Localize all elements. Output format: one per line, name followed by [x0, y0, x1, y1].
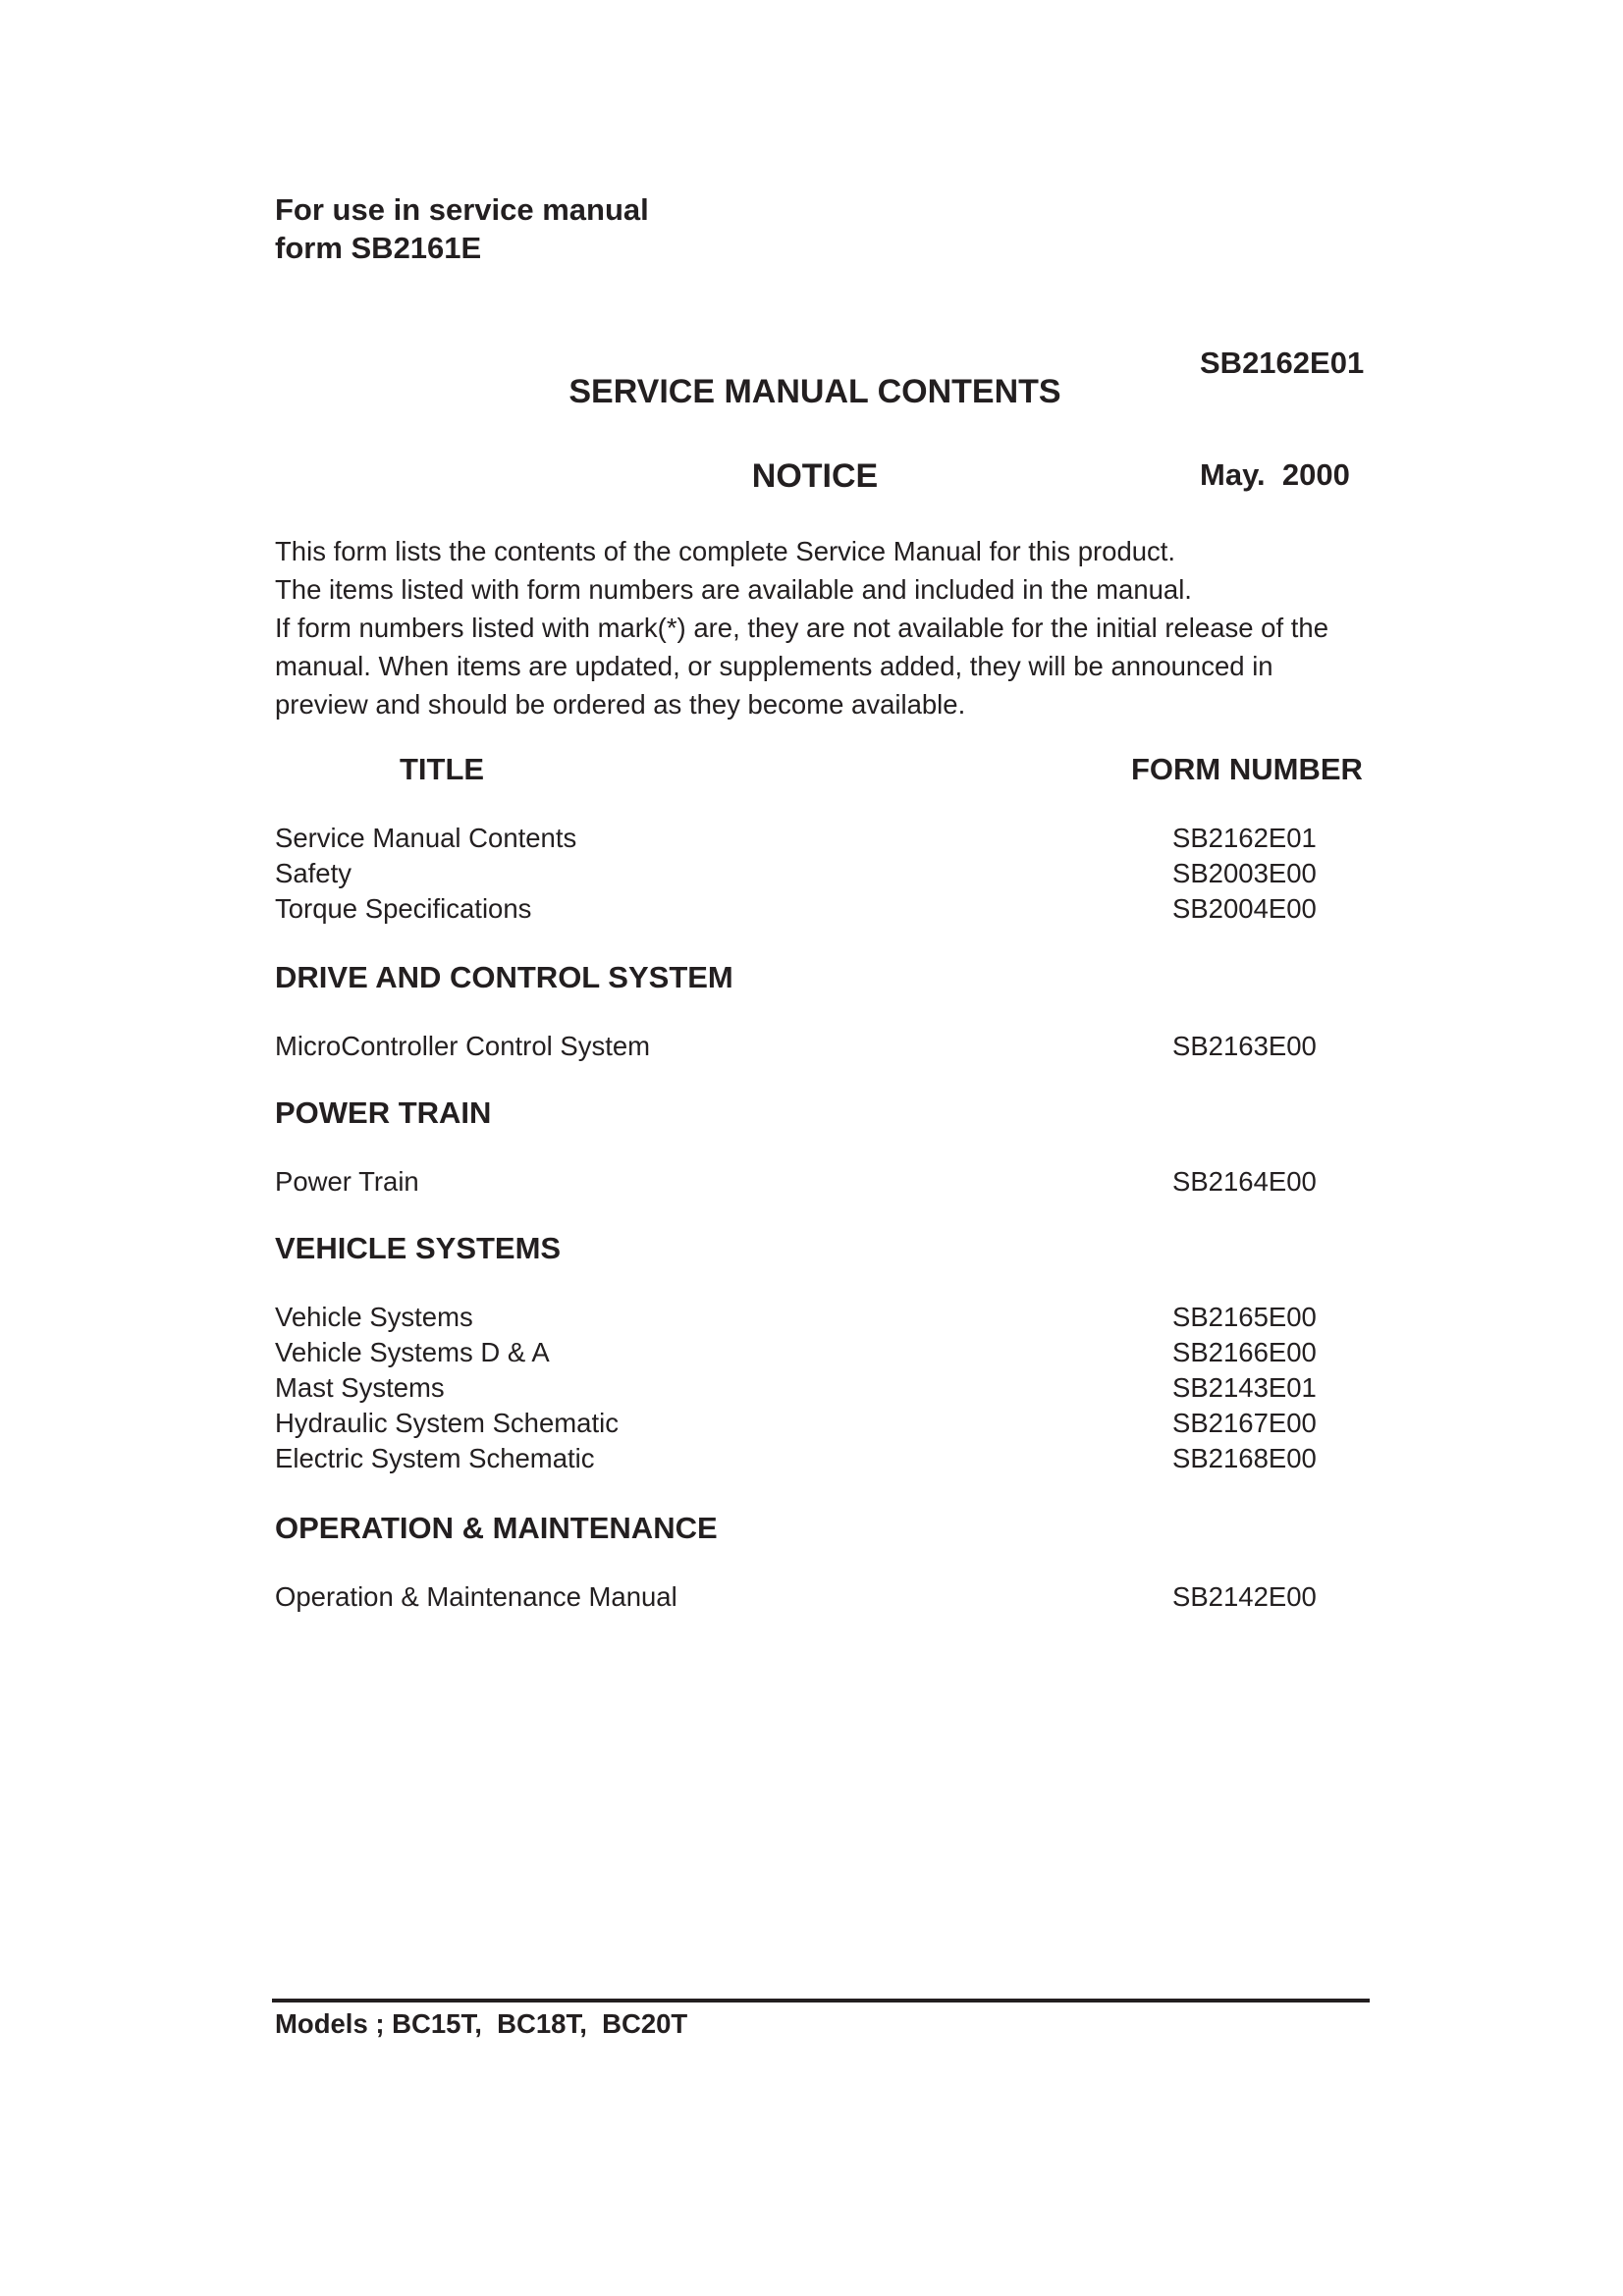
list-item — [275, 1164, 1375, 1200]
list-item — [275, 856, 1375, 891]
entry-title: Torque Specifications — [275, 893, 532, 924]
entry-title: Operation & Maintenance Manual — [275, 1581, 677, 1612]
entry-form-number: SB2164E00 — [1172, 1166, 1317, 1197]
list-item — [275, 891, 1375, 927]
entry-form-number: SB2004E00 — [1172, 893, 1317, 924]
column-header-title: TITLE — [400, 752, 485, 786]
drive-control-entries-list — [275, 1029, 1375, 1064]
entry-title: Vehicle Systems D & A — [275, 1337, 550, 1367]
document-date: May. 2000 — [1200, 457, 1350, 492]
general-entries-list — [275, 821, 1375, 927]
notice-line: preview and should be ordered as they become available. — [275, 689, 966, 720]
notice-line: manual. When items are updated, or supplements added, they will be announced in — [275, 651, 1273, 681]
list-item — [275, 1029, 1375, 1064]
notice-heading: NOTICE — [751, 457, 879, 495]
entry-title: Electric System Schematic — [275, 1443, 595, 1473]
entry-title: MicroController Control System — [275, 1031, 651, 1061]
entry-title: Mast Systems — [275, 1372, 445, 1403]
document-number: SB2162E01 — [1200, 346, 1365, 380]
usage-note — [275, 190, 649, 267]
entry-title: Vehicle Systems — [275, 1302, 473, 1332]
column-header-form-number: FORM NUMBER — [1131, 752, 1363, 786]
notice-line: This form lists the contents of the complete Service Manual for this product. — [275, 536, 1176, 566]
notice-paragraph — [275, 532, 1375, 723]
entry-title: Safety — [275, 858, 352, 888]
section-heading-drive-control: DRIVE AND CONTROL SYSTEM — [275, 960, 733, 994]
list-item — [275, 1579, 1375, 1615]
section-heading-vehicle-systems: VEHICLE SYSTEMS — [275, 1231, 562, 1265]
list-item — [275, 821, 1375, 856]
entry-form-number: SB2003E00 — [1172, 858, 1317, 888]
list-item — [275, 1300, 1375, 1335]
list-item — [275, 1335, 1375, 1370]
entry-form-number: SB2165E00 — [1172, 1302, 1317, 1332]
usage-note-line-1: For use in service manual — [275, 192, 649, 227]
entry-title: Service Manual Contents — [275, 823, 577, 853]
entry-form-number: SB2142E00 — [1172, 1581, 1317, 1612]
operation-maintenance-entries-list — [275, 1579, 1375, 1615]
entry-form-number: SB2168E00 — [1172, 1443, 1317, 1473]
section-heading-operation-maintenance: OPERATION & MAINTENANCE — [275, 1511, 718, 1545]
entry-form-number: SB2143E01 — [1172, 1372, 1317, 1403]
page-title: SERVICE MANUAL CONTENTS — [568, 373, 1061, 410]
power-train-entries-list — [275, 1164, 1375, 1200]
section-heading-power-train: POWER TRAIN — [275, 1095, 492, 1130]
vehicle-systems-entries-list — [275, 1300, 1375, 1476]
entry-title: Hydraulic System Schematic — [275, 1408, 619, 1438]
entry-form-number: SB2162E01 — [1172, 823, 1317, 853]
entry-form-number: SB2163E00 — [1172, 1031, 1317, 1061]
notice-line: The items listed with form numbers are available and included in the manual. — [275, 574, 1192, 605]
footer-models: Models ; BC15T, BC18T, BC20T — [275, 2008, 688, 2039]
usage-note-line-2: form SB2161E — [275, 231, 482, 265]
footer-divider — [272, 1999, 1370, 2002]
entry-form-number: SB2167E00 — [1172, 1408, 1317, 1438]
list-item — [275, 1406, 1375, 1441]
notice-line: If form numbers listed with mark(*) are, they are not available for the initial release of the — [275, 613, 1328, 643]
entry-title: Power Train — [275, 1166, 419, 1197]
list-item — [275, 1441, 1375, 1476]
document-id-block — [1200, 270, 1364, 568]
list-item — [275, 1370, 1375, 1406]
entry-form-number: SB2166E00 — [1172, 1337, 1317, 1367]
